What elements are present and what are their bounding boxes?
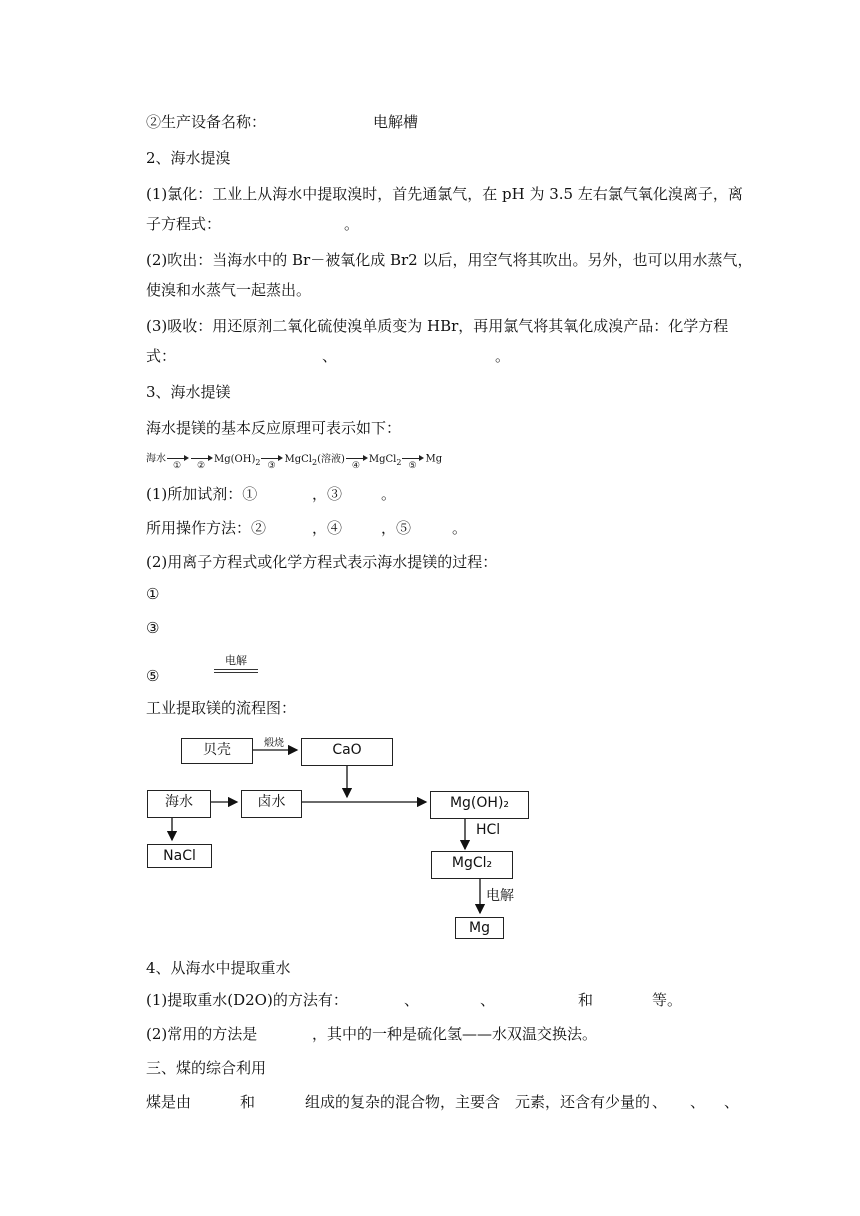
flow-box-mg: Mg bbox=[455, 917, 504, 939]
heavy-water-sep2: 、 bbox=[480, 991, 496, 1009]
flow-box-cao: CaO bbox=[301, 738, 393, 766]
common-method-text: ，其中的一种是硫化氢——水双温交换法。 bbox=[312, 1025, 598, 1043]
heavy-water-and: 和 bbox=[578, 991, 594, 1009]
reagents-label: (1)所加试剂：① bbox=[146, 485, 258, 503]
paragraph-chlorination: (1)氯化：工业上从海水中提取溴时，首先通氯气，在 pH 为 3.5 左右氯气氧化溴离子，离 bbox=[146, 185, 743, 203]
flow-label-hcl: HCl bbox=[476, 822, 501, 838]
scheme-mgcl2-solution: MgCl$_2$(溶液) bbox=[284, 453, 345, 467]
watermark bbox=[296, 836, 309, 855]
coal-text-d: 元素，还含有少量的 bbox=[515, 1093, 651, 1111]
arrow-icon: ② bbox=[191, 452, 213, 466]
scheme-mgcl2: MgCl$_2$ bbox=[368, 453, 402, 467]
arrow-icon: ③ bbox=[261, 452, 283, 466]
scheme-mg: Mg bbox=[425, 453, 443, 465]
flow-box-mgoh2: Mg(OH)₂ bbox=[430, 791, 529, 819]
coal-text-a: 煤是由 bbox=[146, 1093, 192, 1111]
common-method-label: (2)常用的方法是 bbox=[146, 1025, 258, 1043]
electrolysis-equals-sign: 电解 bbox=[214, 652, 258, 673]
line-device-label: ②生产设备名称： bbox=[146, 113, 267, 131]
flowchart-title: 工业提取镁的流程图： bbox=[146, 699, 297, 717]
flow-box-brine: 卤水 bbox=[241, 790, 302, 818]
process-step-five: ⑤ bbox=[146, 667, 160, 685]
flow-box-shell: 贝壳 bbox=[181, 738, 253, 764]
coal-sep1: 、 bbox=[652, 1093, 668, 1111]
operations-end: 。 bbox=[452, 519, 468, 537]
process-step-three: ③ bbox=[146, 619, 160, 637]
operations-five: ，⑤ bbox=[381, 519, 412, 537]
equation-separator: 、 bbox=[322, 347, 338, 365]
reagents-end: 。 bbox=[381, 485, 397, 503]
flow-label-electrolysis: 电解 bbox=[486, 888, 514, 904]
arrow-icon: ⑤ bbox=[402, 452, 424, 466]
arrow-icon: ① bbox=[167, 452, 189, 466]
operations-label: 所用操作方法：② bbox=[146, 519, 267, 537]
paragraph-blowout: (2)吹出：当海水中的 Br－被氧化成 Br2 以后，用空气将其吹出。另外，也可以用水蒸气， bbox=[146, 251, 753, 269]
paragraph-blowout-cont: 使溴和水蒸气一起蒸出。 bbox=[146, 281, 312, 299]
ion-equation-end: 。 bbox=[344, 215, 360, 233]
principle-intro: 海水提镁的基本反应原理可表示如下： bbox=[146, 419, 402, 437]
heavy-water-end: 等。 bbox=[652, 991, 683, 1009]
flow-box-nacl: NaCl bbox=[147, 844, 212, 868]
heading-bromine: 2、海水提溴 bbox=[146, 149, 231, 167]
reagents-three: ，③ bbox=[312, 485, 343, 503]
heading-heavy-water: 4、从海水中提取重水 bbox=[146, 959, 291, 977]
heading-magnesium: 3、海水提镁 bbox=[146, 383, 231, 401]
flow-box-mgcl2: MgCl₂ bbox=[431, 851, 513, 879]
scheme-seawater: 海水 bbox=[146, 453, 166, 465]
heavy-water-methods-label: (1)提取重水(D2O)的方法有： bbox=[146, 991, 348, 1009]
reaction-scheme bbox=[146, 452, 443, 471]
equation-label: 式： bbox=[146, 347, 177, 365]
process-step-one: ① bbox=[146, 585, 160, 603]
heading-coal: 三、煤的综合利用 bbox=[146, 1059, 267, 1077]
scheme-mgoh2: $Mg(OH)_2$ bbox=[214, 453, 261, 467]
ion-equation-label: 子方程式： bbox=[146, 215, 222, 233]
coal-sep2: 、 bbox=[690, 1093, 706, 1111]
heavy-water-sep1: 、 bbox=[404, 991, 420, 1009]
flow-label-calcine: 煅烧 bbox=[264, 738, 284, 749]
line-device-value: 电解槽 bbox=[373, 113, 419, 131]
flow-box-seawater: 海水 bbox=[147, 790, 211, 818]
coal-text-b: 和 bbox=[240, 1093, 256, 1111]
coal-sep3: 、 bbox=[724, 1093, 740, 1111]
paragraph-absorption: (3)吸收：用还原剂二氧化硫使溴单质变为 HBr，再用氯气将其氧化成溴产品：化学方程 bbox=[146, 317, 729, 335]
arrow-icon: ④ bbox=[346, 452, 368, 466]
operations-four: ，④ bbox=[312, 519, 343, 537]
process-prompt: (2)用离子方程式或化学方程式表示海水提镁的过程： bbox=[146, 553, 498, 571]
coal-text-c: 组成的复杂的混合物，主要含 bbox=[305, 1093, 501, 1111]
equation-end: 。 bbox=[495, 347, 511, 365]
